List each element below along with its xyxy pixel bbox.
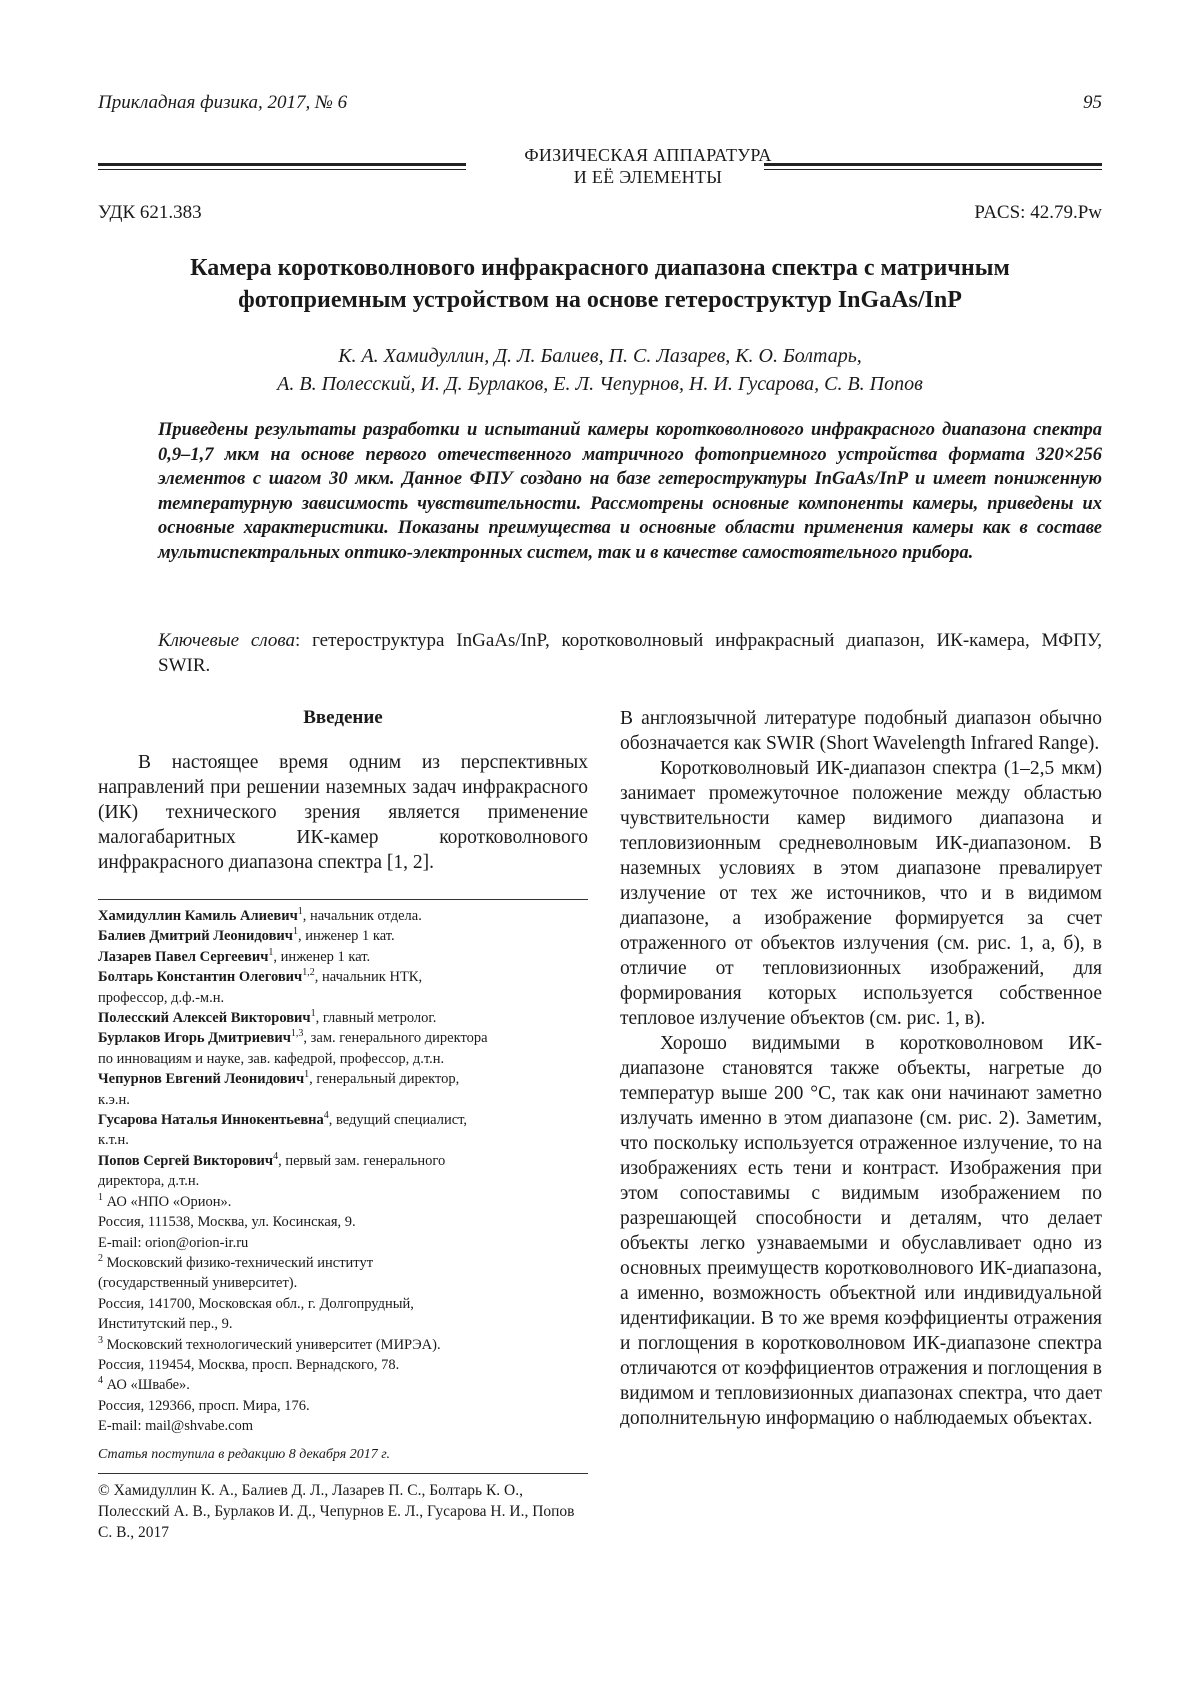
author-list: [98, 342, 1102, 398]
body-paragraph-2: Коротковолновый ИК-диапазон спектра (1–2,5 мкм) занимает промежуточное положение между областью чувствительности камер видимого диапазона и тепловизионным средневолновым ИК-диапазоном. В наземных условиях в этом диапазоне превалирует излучение от тех же источников, что и в видимом диапазоне, а изображение формируется за счет отраженного от объектов излучения (см. рис. 1, а, б), в отличие от тепловизионных изображений, для формирования которых используется собственное тепловое излучение объектов (см. рис. 1, в).: [620, 758, 1102, 1029]
footnote-line: Болтарь Константин Олегович$^{1,2}$, начальник НТК,: [98, 967, 423, 986]
pacs-code: PACS: 42.79.Pw: [974, 202, 1102, 223]
author-list-line2: А. В. Полесский, И. Д. Бурлаков, Е. Л. Чепурнов, Н. И. Гусарова, С. В. Попов: [277, 373, 923, 395]
page-number: 95: [1083, 92, 1102, 113]
affiliation-line: Россия, 129366, просп. Мира, 176.: [98, 1397, 310, 1414]
footnote-line: к.т.н.: [98, 1132, 129, 1149]
journal-citation: Прикладная физика, 2017, № 6: [98, 92, 348, 113]
affiliation-line: Россия, 141700, Московская обл., г. Долгопрудный,: [98, 1295, 414, 1312]
footnote-line: директора, д.т.н.: [98, 1173, 200, 1190]
article-title: [98, 252, 1102, 316]
running-head: [98, 92, 1102, 116]
footnote-line: Балиев Дмитрий Леонидович$^1$, инженер 1 кат.: [98, 926, 395, 945]
classification-codes: [98, 202, 1102, 226]
affiliation-email: E-mail: mail@shvabe.com: [98, 1418, 254, 1435]
section-title-line1: ФИЗИЧЕСКАЯ АППАРАТУРА: [524, 145, 772, 165]
affiliation-line: Россия, 111538, Москва, ул. Косинская, 9.: [98, 1214, 356, 1231]
keywords-text: : гетероструктура InGaAs/InP, коротковолновый инфракрасный диапазон, ИК-камера, МФПУ, SWIR.: [158, 630, 1103, 676]
udk-code: УДК 621.383: [98, 202, 202, 223]
footnote-line: Гусарова Наталья Иннокентьевна$^4$, ведущий специалист,: [98, 1110, 468, 1129]
affiliation-line: Институтский пер., 9.: [98, 1316, 233, 1333]
left-column: [98, 706, 588, 1543]
intro-heading: Введение: [303, 707, 383, 728]
footnote-line: профессор, д.ф.-м.н.: [98, 989, 225, 1006]
abstract: Приведены результаты разработки и испытаний камеры коротковолнового инфракрасного диапазона спектра 0,9–1,7 мкм на основе первого отечественного матричного фотоприемного устройства формата 320×256 элементов с шагом 30 мкм. Данное ФПУ создано на базе гетероструктуры InGaAs/InP и имеет пониженную температурную зависимость чувствительности. Рассмотрены основные компоненты камеры, приведены их основные характеристики. Показаны преимущества и основные области применения камеры как в составе мультиспектральных оптико-электронных систем, так и в качестве самостоятельного прибора.: [158, 420, 1102, 563]
article-title-line1: Камера коротковолнового инфракрасного диапазона спектра с матричным: [190, 255, 1010, 281]
affiliation-line: $^2$ Московский физико-технический институт: [98, 1253, 374, 1271]
affiliation-line: $^4$ АО «Швабе».: [98, 1375, 190, 1394]
affiliation-line: $^1$ АО «НПО «Орион».: [98, 1191, 232, 1210]
keywords: [158, 628, 1102, 678]
body-paragraph-3: Хорошо видимыми в коротковолновом ИК-диапазоне становятся также объекты, нагретые до температур выше 200 °С, так как они начинают заметно излучать именно в этом диапазоне (см. рис. 2). Заметим, что поскольку используется отраженное излучение, то на изображениях есть тени и контраст. Изображения при этом сопоставимы с видимым изображением по разрешающей способности и деталям, что делает объекты легко узнаваемыми и обуславливает одно из основных преимуществ коротковолнового ИК-диапазона, а именно, возможность объектной или индивидуальной идентификации. В то же время коэффициенты отражения и поглощения в коротковолновом ИК-диапазоне спектра отличаются от коэффициентов отражения и поглощения в видимом и тепловизионных диапазонах спектра, что дает дополнительную информацию о наблюдаемых объектах.: [620, 1033, 1102, 1429]
keywords-label: Ключевые слова: [158, 630, 295, 651]
section-rule-right: [764, 163, 1102, 170]
footnote-line: Попов Сергей Викторович$^4$, первый зам. генерального: [98, 1151, 446, 1169]
received-date: Статья поступила в редакцию 8 декабря 2017 г.: [98, 1446, 391, 1462]
intro-paragraph: В настоящее время одним из перспективных направлений при решении наземных задач инфракрасного (ИК) технического зрения является применение малогабаритных ИК-камер коротковолнового инфракрасного диапазона спектра [1, 2].: [98, 752, 588, 873]
footnote-line: Хамидуллин Камиль Алиевич$^1$, начальник отдела.: [98, 906, 422, 924]
affiliation-email: E-mail: orion@orion-ir.ru: [98, 1234, 249, 1251]
article-title-line2: фотоприемным устройством на основе гетероструктур InGaAs/InP: [238, 287, 962, 313]
section-title-line2: И ЕЁ ЭЛЕМЕНТЫ: [573, 167, 723, 187]
copyright-notice: © Хамидуллин К. А., Балиев Д. Л., Лазарев П. С., Болтарь К. О., Полесский А. В., Бурлаков И. Д., Чепурнов Е. Л., Гусарова Н. И., Попов С. В., 2017: [98, 1481, 575, 1541]
footnote-line: Чепурнов Евгений Леонидович$^1$, генеральный директор,: [98, 1069, 460, 1088]
body-paragraph-1: В англоязычной литературе подобный диапазон обычно обозначается как SWIR (Short Wavelength Infrared Range).: [620, 708, 1102, 754]
section-band: [98, 144, 1102, 190]
footnote-line: Бурлаков Игорь Дмитриевич$^{1,3}$, зам. генерального директора: [98, 1028, 488, 1047]
copyright-divider: [98, 1473, 588, 1474]
section-rule-left: [98, 163, 466, 170]
footnote-line: по инновациям и науке, зав. кафедрой, профессор, д.т.н.: [98, 1050, 445, 1067]
affiliation-line: (государственный университет).: [98, 1275, 298, 1292]
author-footnotes: [98, 906, 588, 1437]
author-list-line1: К. А. Хамидуллин, Д. Л. Балиев, П. С. Лазарев, К. О. Болтарь,: [338, 345, 862, 367]
footnote-line: Лазарев Павел Сергеевич$^1$, инженер 1 кат.: [98, 946, 371, 965]
affiliation-line: $^3$ Московский технологический университет (МИРЭА).: [98, 1334, 441, 1353]
affiliation-line: Россия, 119454, Москва, просп. Вернадского, 78.: [98, 1356, 400, 1373]
footnote-line: Полесский Алексей Викторович$^1$, главный метролог.: [98, 1008, 437, 1027]
right-column: [620, 706, 1102, 1431]
footnote-divider: [98, 899, 588, 900]
footnote-line: к.э.н.: [98, 1091, 130, 1108]
